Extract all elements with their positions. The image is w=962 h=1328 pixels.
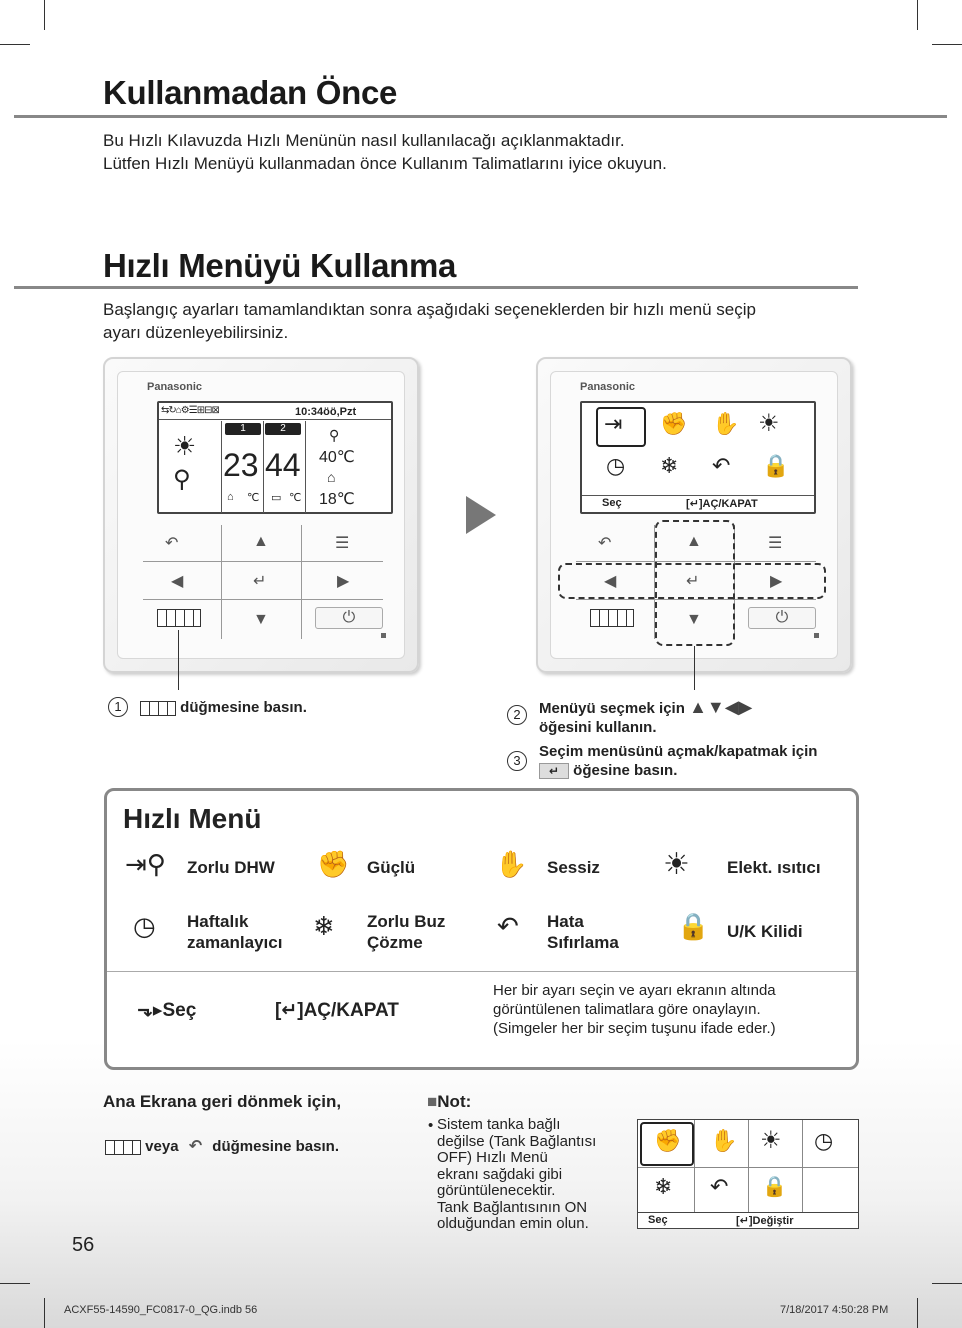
select-hint: Seç: [602, 497, 622, 509]
back-icon: ↶: [188, 1138, 203, 1155]
intro-line: Başlangıç ayarları tamamlandıktan sonra aşağıdaki seçeneklerden bir hızlı menü seçip: [103, 300, 756, 319]
title-rule: [14, 115, 947, 118]
quick-menu-title: Hızlı Menü: [123, 803, 262, 834]
up-button[interactable]: ▲: [253, 533, 269, 550]
down-button[interactable]: ▼: [253, 611, 269, 628]
return-home-instruction: veya ↶ düğmesine basın.: [105, 1136, 339, 1156]
crop-mark: [917, 0, 918, 30]
lcd-grid-line: [694, 1120, 695, 1212]
key-divider: [143, 599, 383, 600]
callout-line: [178, 630, 179, 690]
callout-line: [694, 646, 695, 690]
menu-item-heater: Elekt. ısıtıcı: [727, 858, 821, 877]
lcd-divider: [638, 1212, 858, 1213]
page-number: 56: [72, 1234, 95, 1256]
intro-line: Lütfen Hızlı Menüyü kullanmadan önce Kullanım Talimatlarını iyice okuyun.: [103, 154, 667, 173]
forced-dhw-icon: ⇥⚲: [125, 849, 166, 879]
up-button[interactable]: ▲: [686, 533, 702, 550]
left-button[interactable]: ◀: [171, 573, 184, 590]
tap-icon: ⚲: [173, 466, 191, 493]
enter-button[interactable]: ↵: [253, 573, 267, 590]
defrost-icon: ❄: [654, 1174, 673, 1199]
note-text: Sistem tanka bağlı değilse (Tank Bağlantısı OFF) Hızlı Menü ekranı sağdaki gibi görüntülenecektir. Tank Bağlantısının ON olduğundan emin olun.: [437, 1116, 597, 1232]
quiet-icon: ✋: [710, 1128, 738, 1153]
status-icons-row: ⇆↻⌂⚙☰⊞⊟⊠: [161, 405, 219, 416]
lcd-divider: [582, 495, 814, 496]
step-number: 3: [507, 751, 527, 771]
powerful-icon: ✊: [654, 1128, 682, 1153]
quick-menu-key-icon: [105, 1140, 141, 1155]
led-indicator: [814, 633, 819, 638]
zone2-badge: 2: [265, 423, 301, 435]
crop-mark: [44, 1298, 45, 1328]
powerful-icon: ✊: [660, 411, 688, 436]
lock-icon: 🔒: [762, 1176, 787, 1198]
crop-mark: [932, 1283, 962, 1284]
select-legend: ⬎▸Seç: [137, 1000, 197, 1021]
house-icon: ⌂: [227, 491, 234, 503]
quick-menu-button[interactable]: [590, 609, 634, 627]
change-hint: [↵]Değiştir: [736, 1215, 794, 1227]
select-hint: Seç: [648, 1214, 668, 1226]
power-button[interactable]: ⏻: [748, 607, 816, 629]
onoff-legend: [↵]AÇ/KAPAT: [275, 1000, 399, 1021]
key-divider: [301, 525, 302, 639]
zone1-temp: 23: [223, 447, 259, 483]
quick-menu-panel: [104, 788, 859, 1070]
zone2-temp: 44: [265, 447, 301, 483]
lcd-screen-quick-menu: [580, 401, 816, 514]
weekly-timer-icon: ◷: [133, 911, 156, 941]
error-reset-icon: ↶: [497, 911, 519, 941]
back-button[interactable]: ↶: [598, 535, 612, 552]
step-text: öğesine basın.: [573, 762, 678, 779]
onoff-hint: [↵]AÇ/KAPAT: [686, 498, 758, 510]
step-1: [140, 698, 307, 717]
key-divider: [221, 525, 222, 639]
lcd-grid-line: [748, 1120, 749, 1212]
lock-icon: 🔒: [677, 911, 710, 941]
title-rule: [14, 286, 858, 289]
tank-icon: ▭: [271, 492, 282, 504]
lcd-divider: [305, 421, 306, 513]
step-number: 1: [108, 697, 128, 717]
back-button[interactable]: ↶: [165, 535, 179, 552]
menu-button[interactable]: ☰: [335, 535, 350, 552]
down-button[interactable]: ▼: [686, 611, 702, 628]
crop-mark: [0, 1283, 30, 1284]
arrow-keys-icon: ▲▼◀▶: [689, 697, 753, 717]
error-reset-icon: ↶: [712, 453, 731, 478]
power-button[interactable]: ⏻: [315, 607, 383, 629]
sun-icon: ☀: [173, 431, 197, 461]
heater-icon: ☀: [760, 1127, 782, 1154]
intro-line: Bu Hızlı Kılavuzda Hızlı Menünün nasıl kullanılacağı açıklanmaktadır.: [103, 131, 625, 150]
crop-mark: [0, 44, 30, 45]
lcd-screen: [157, 401, 393, 514]
clock-display: 10:34öö,Pzt: [295, 406, 357, 418]
step-text: düğmesine basın.: [180, 699, 307, 716]
right-button[interactable]: ▶: [770, 573, 783, 590]
menu-item-lock: U/K Kilidi: [727, 922, 803, 941]
section-title-quick-menu: Hızlı Menüyü Kullanma: [103, 247, 457, 284]
heater-icon: ☀: [663, 848, 690, 881]
lcd-divider: [221, 421, 222, 513]
menu-item-defrost: Zorlu Buz Çözme: [367, 912, 446, 952]
tank-temp: 40℃: [319, 449, 355, 466]
zone1-badge: 1: [225, 423, 261, 435]
quick-menu-key-icon: [140, 701, 176, 716]
defrost-icon: ❄: [313, 911, 335, 941]
brand-logo: Panasonic: [147, 381, 203, 393]
menu-item-quiet: Sessiz: [547, 858, 600, 877]
step-3: [539, 742, 817, 780]
panel-description: Her bir ayarı seçin ve ayarı ekranın altında görüntülenen talimatlara göre onaylayın. (Simgeler her bir seçim tuşunu ifade eder.): [493, 982, 776, 1037]
weekly-timer-icon: ◷: [814, 1128, 834, 1153]
select-arrow-icon: ⬎▸: [137, 1000, 163, 1021]
error-reset-icon: ↶: [710, 1174, 729, 1199]
step-number: 2: [507, 705, 527, 725]
outdoor-house-icon: ⌂: [327, 469, 336, 485]
step-2: [539, 698, 752, 737]
menu-item-powerful: Güçlü: [367, 858, 416, 877]
step-text: öğesini kullanın.: [539, 719, 657, 736]
step-text: Seçim menüsünü açmak/kapatmak için: [539, 743, 818, 760]
quiet-icon: ✋: [495, 849, 528, 879]
brand-logo: Panasonic: [580, 381, 636, 393]
heater-icon: ☀: [758, 410, 780, 437]
lock-icon: 🔒: [762, 453, 790, 478]
crop-mark: [44, 0, 45, 30]
square-bullet-icon: ■: [427, 1092, 438, 1111]
left-button[interactable]: ◀: [604, 573, 617, 590]
defrost-icon: ❄: [660, 453, 679, 478]
crop-mark: [932, 44, 962, 45]
key-divider: [143, 561, 383, 562]
step-text: Menüyü seçmek için: [539, 700, 685, 717]
quick-menu-button[interactable]: [157, 609, 201, 627]
weekly-timer-icon: ◷: [606, 453, 626, 478]
lcd-grid-line: [802, 1120, 803, 1212]
lcd-divider: [263, 421, 264, 513]
lcd-divider: [159, 419, 391, 420]
next-arrow-icon: [466, 496, 496, 534]
section-title-before-use: Kullanmadan Önce: [103, 74, 398, 111]
enter-button[interactable]: ↵: [686, 573, 700, 590]
menu-item-weekly-timer: Haftalık zamanlayıcı: [187, 912, 283, 952]
powerful-icon: ✊: [317, 849, 350, 879]
return-home-title: Ana Ekrana geri dönmek için,: [103, 1092, 342, 1111]
note-lcd-screen: [637, 1119, 859, 1229]
enter-key-icon: ↵: [539, 763, 569, 779]
note-title: ■Not:: [427, 1092, 472, 1111]
crop-mark: [917, 1298, 918, 1328]
remote-controller-home: [103, 357, 419, 673]
outdoor-temp: 18℃: [319, 491, 355, 508]
file-slug: ACXF55-14590_FC0817-0_QG.indb 56: [64, 1304, 258, 1316]
menu-button[interactable]: ☰: [768, 535, 783, 552]
quick-menu-intro: [103, 298, 756, 344]
led-indicator: [381, 633, 386, 638]
right-button[interactable]: ▶: [337, 573, 350, 590]
forced-dhw-icon: ⇥: [604, 411, 623, 436]
menu-item-forced-dhw: Zorlu DHW: [187, 858, 275, 877]
intro-paragraph: [103, 129, 667, 175]
unit-label: ℃: [289, 492, 302, 504]
menu-item-error-reset: Hata Sıfırlama: [547, 912, 619, 952]
print-date: 7/18/2017 4:50:28 PM: [780, 1304, 889, 1316]
intro-line: ayarı düzenleyebilirsiniz.: [103, 323, 289, 342]
unit-label: ℃: [247, 492, 260, 504]
quiet-icon: ✋: [712, 411, 740, 436]
tap-small-icon: ⚲: [329, 427, 340, 443]
panel-divider: [107, 971, 856, 972]
dashed-highlight-horizontal: [558, 563, 826, 599]
bullet-icon: •: [428, 1117, 434, 1134]
